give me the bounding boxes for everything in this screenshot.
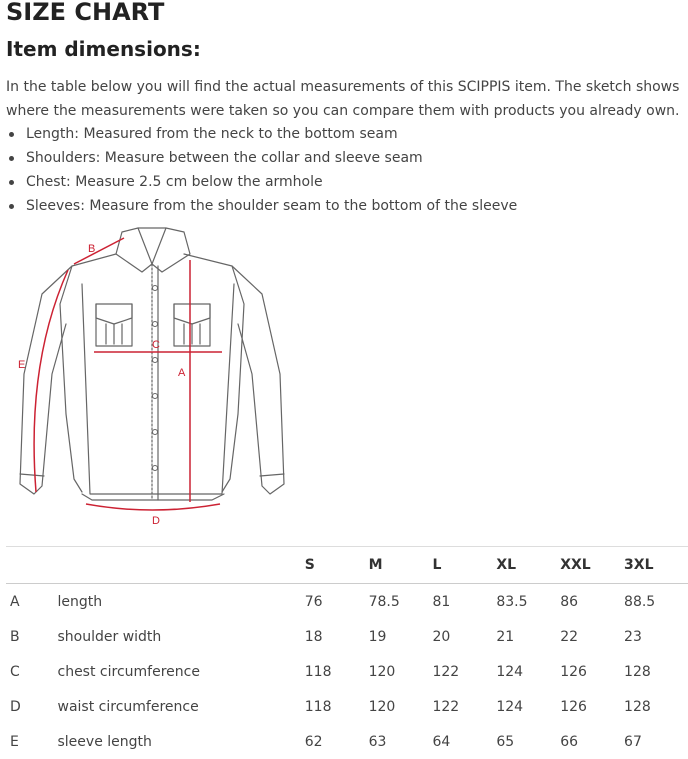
table-cell: 124 xyxy=(496,663,524,680)
table-cell: 20 xyxy=(432,628,451,645)
table-cell: 122 xyxy=(432,698,460,715)
row-label: shoulder width xyxy=(57,628,162,645)
measurement-labels xyxy=(18,243,186,527)
list-item: Chest: Measure 2.5 cm below the armhole xyxy=(6,170,517,194)
row-code: E xyxy=(10,733,19,750)
row-code: B xyxy=(10,628,20,645)
label-b: B xyxy=(88,243,96,255)
table-cell: 76 xyxy=(304,593,323,610)
table-row xyxy=(6,724,688,759)
measurement-lines xyxy=(34,238,222,510)
list-item: Shoulders: Measure between the collar and sleeve seam xyxy=(6,146,517,170)
size-header: L xyxy=(432,547,496,584)
size-header: XXL xyxy=(560,547,624,584)
header-code xyxy=(6,547,58,584)
table-cell: 62 xyxy=(304,733,323,750)
section-heading: Item dimensions: xyxy=(6,37,201,61)
label-c: C xyxy=(152,339,160,351)
row-label: sleeve length xyxy=(57,733,152,750)
table-row xyxy=(6,619,688,654)
table-cell: 67 xyxy=(624,733,642,750)
waist-measure-line xyxy=(86,504,220,510)
table-cell: 126 xyxy=(560,698,587,715)
table-cell: 83.5 xyxy=(496,593,528,610)
table-cell: 128 xyxy=(624,698,651,715)
table-cell: 122 xyxy=(432,663,460,680)
table-cell: 65 xyxy=(496,733,515,750)
size-header: 3XL xyxy=(624,547,688,584)
list-item: Sleeves: Measure from the shoulder seam to the bottom of the sleeve xyxy=(6,194,517,218)
button-icons xyxy=(153,286,158,471)
header-label xyxy=(58,547,305,584)
row-label: length xyxy=(57,593,103,610)
table-cell: 23 xyxy=(624,628,642,645)
table-cell: 63 xyxy=(368,733,387,750)
row-code: D xyxy=(10,698,21,715)
table-cell: 18 xyxy=(304,628,323,645)
table-row xyxy=(6,689,688,724)
row-code: C xyxy=(10,663,20,680)
label-e: E xyxy=(18,359,26,371)
label-a: A xyxy=(178,367,186,379)
table-row xyxy=(6,654,688,689)
label-d: D xyxy=(152,515,160,527)
table-cell: 22 xyxy=(560,628,579,645)
table-header-row xyxy=(6,547,688,584)
row-code: A xyxy=(10,593,20,610)
size-header: S xyxy=(305,547,369,584)
shirt-sketch xyxy=(12,224,292,530)
table-cell: 124 xyxy=(496,698,524,715)
table-cell: 86 xyxy=(560,593,579,610)
shirt-outline xyxy=(20,228,284,500)
table-cell: 78.5 xyxy=(368,593,400,610)
list-item: Length: Measured from the neck to the bottom seam xyxy=(6,122,517,146)
page-title: SIZE CHART xyxy=(6,0,165,26)
table-cell: 19 xyxy=(368,628,387,645)
table-row xyxy=(6,584,688,620)
table-cell: 64 xyxy=(432,733,451,750)
table-cell: 128 xyxy=(624,663,651,680)
size-table xyxy=(6,546,688,759)
size-header: M xyxy=(369,547,433,584)
row-label: waist circumference xyxy=(57,698,199,715)
row-label: chest circumference xyxy=(57,663,200,680)
table-cell: 81 xyxy=(432,593,451,610)
table-cell: 88.5 xyxy=(624,593,656,610)
table-cell: 118 xyxy=(304,663,332,680)
intro-text: In the table below you will find the actual measurements of this SCIPPIS item. The sketch shows where the measurements were taken so you can compare them with products you already own. xyxy=(6,79,680,119)
table-cell: 21 xyxy=(496,628,515,645)
measurement-list xyxy=(6,122,517,218)
table-cell: 120 xyxy=(368,698,396,715)
table-cell: 118 xyxy=(304,698,332,715)
size-header: XL xyxy=(496,547,560,584)
table-cell: 120 xyxy=(368,663,396,680)
table-cell: 126 xyxy=(560,663,587,680)
table-cell: 66 xyxy=(560,733,579,750)
